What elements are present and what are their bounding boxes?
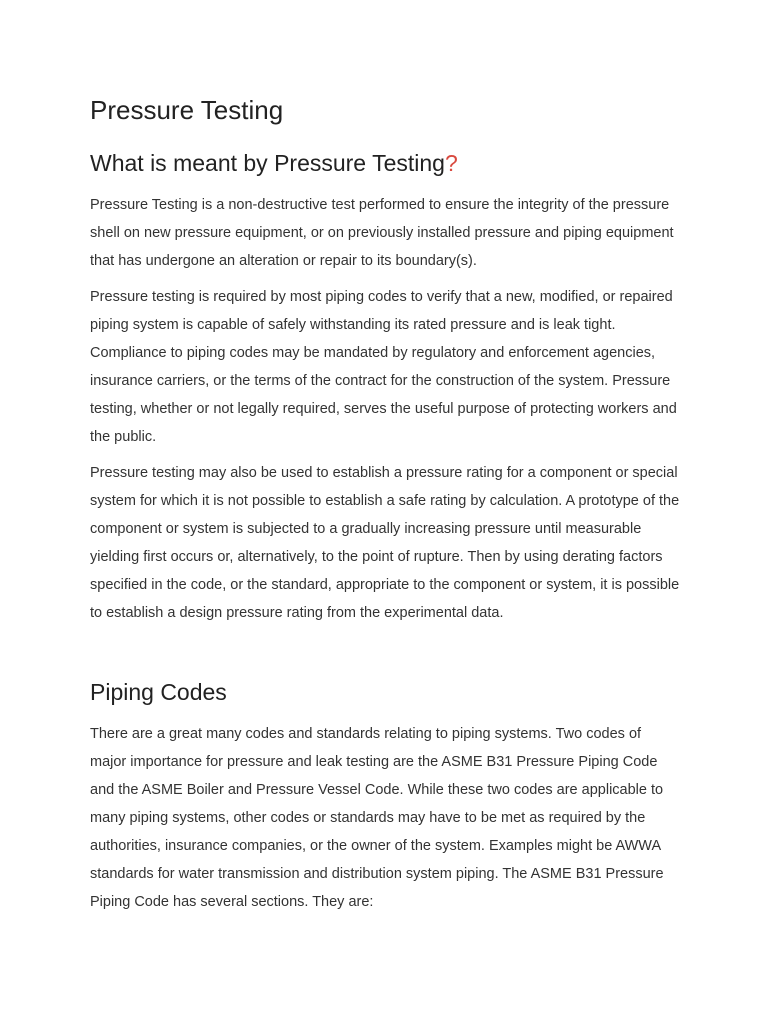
section-heading-piping-codes: Piping Codes bbox=[90, 679, 227, 705]
section-heading-pressure-testing bbox=[90, 150, 458, 177]
page-title: Pressure Testing bbox=[90, 95, 284, 125]
section-body-pressure-testing bbox=[90, 191, 680, 627]
paragraph: Pressure Testing is a non-destructive test performed to ensure the integrity of the pressure shell on new pressure equipment, or on previously installed pressure and piping equipment that has undergone an alteration or repair to its boundary(s). bbox=[90, 197, 674, 269]
paragraph: Pressure testing may also be used to establish a pressure rating for a component or special system for which it is not possible to establish a safe rating by calculation. A prototype of the component or system is subjected to a gradually increasing pressure until measurable yielding first occurs or, alternatively, to the point of rupture. Then by using derating factors specified in the code, or the standard, appropriate to the component or system, it is possible to establish a design pressure rating from the experimental data. bbox=[90, 465, 680, 621]
paragraph: There are a great many codes and standards relating to piping systems. Two codes of major importance for pressure and leak testing are the ASME B31 Pressure Piping Code and the ASME Boiler and Pressure Vessel Code. While these two codes are applicable to many piping systems, other codes or standards may have to be met as required by the authorities, insurance companies, or the owner of the system. Examples might be AWWA standards for water transmission and distribution system piping. The ASME B31 Pressure Piping Code has several sections. They are: bbox=[90, 726, 664, 910]
paragraph: Pressure testing is required by most piping codes to verify that a new, modified, or repaired piping system is capable of safely withstanding its rated pressure and is leak tight. Compliance to piping codes may be mandated by regulatory and enforcement agencies, insurance carriers, or the terms of the contract for the construction of the system. Pressure testing, whether or not legally required, serves the useful purpose of protecting workers and the public. bbox=[90, 289, 677, 445]
section-heading-text: What is meant by Pressure Testing bbox=[90, 150, 445, 176]
question-mark: ? bbox=[444, 150, 458, 176]
section-body-piping-codes bbox=[90, 720, 680, 916]
